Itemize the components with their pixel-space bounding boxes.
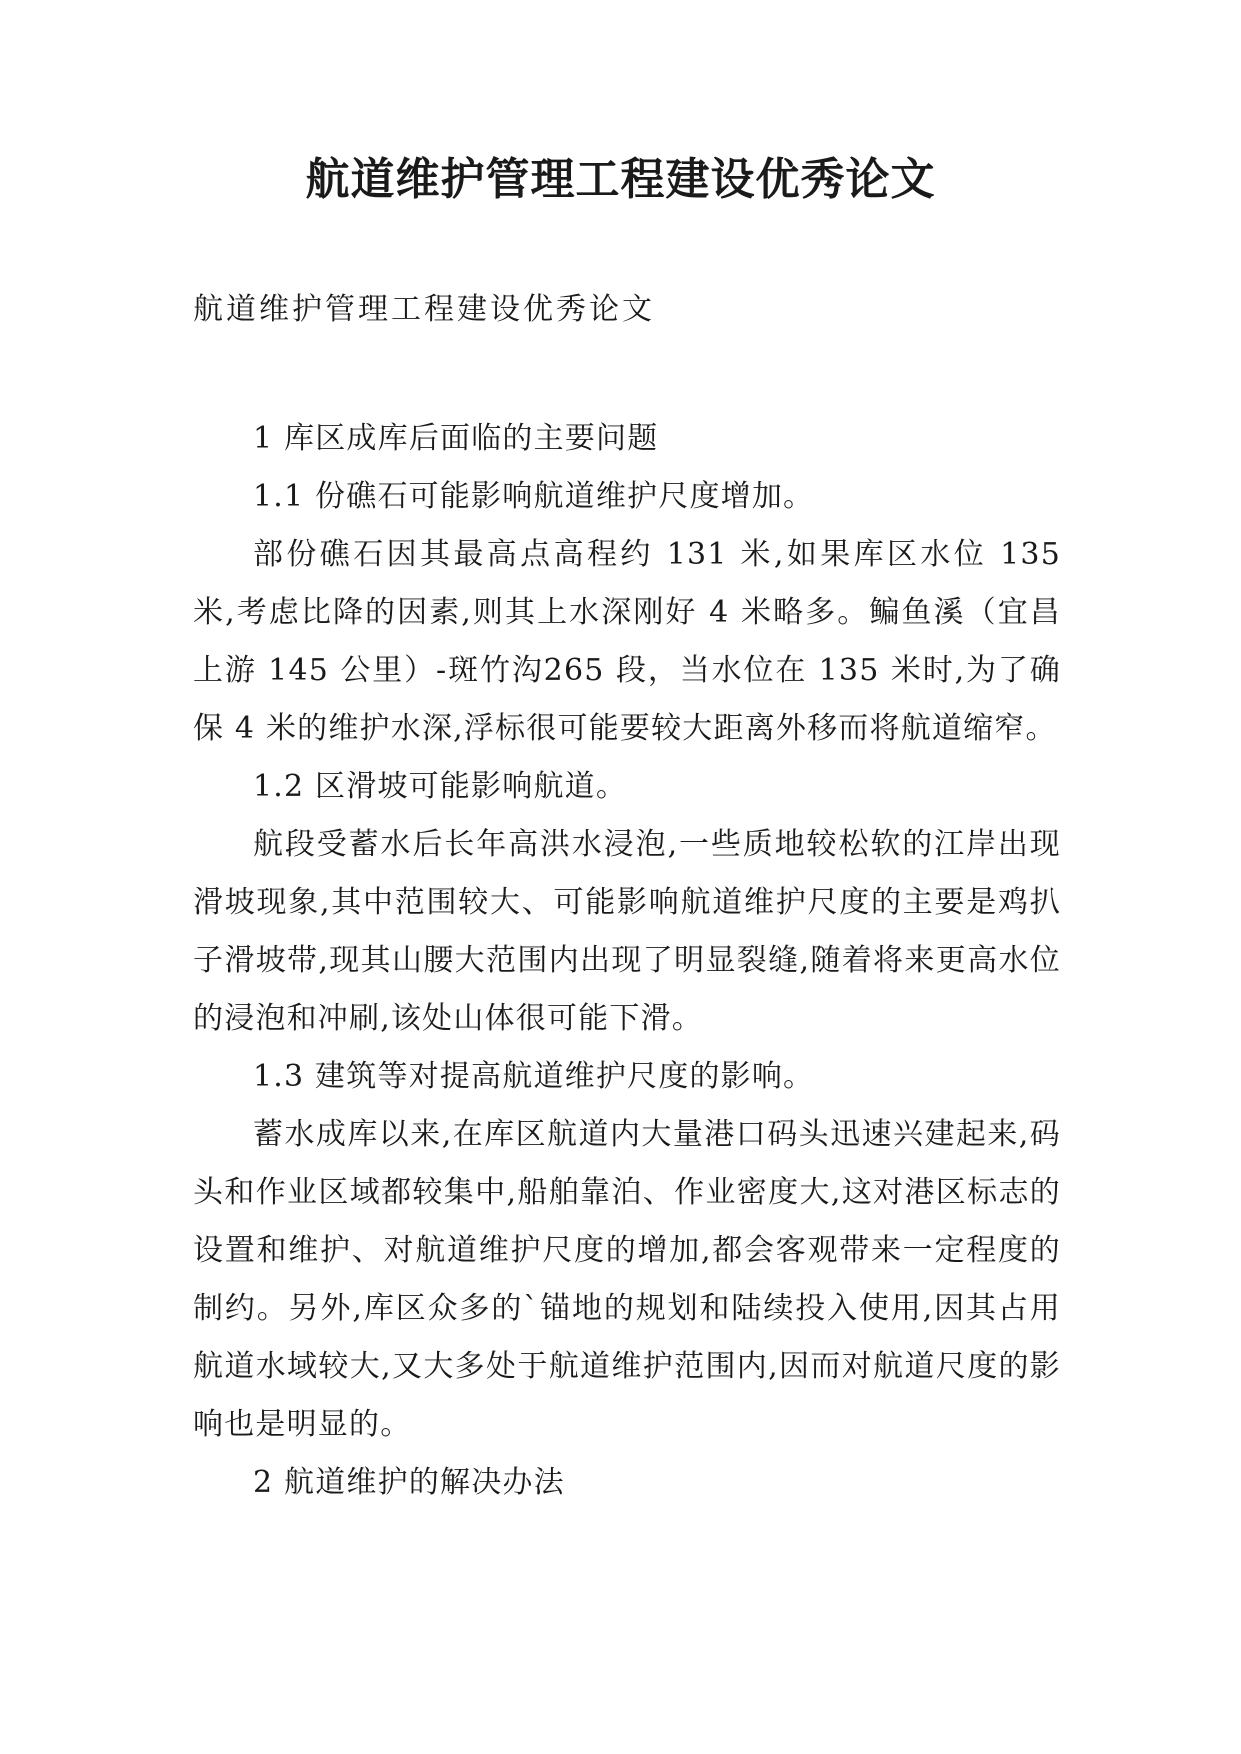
body-paragraph: 航段受蓄水后长年高洪水浸泡,一些质地较松软的江岸出现滑坡现象,其中范围较大、可能影响航道维护尺度的主要是鸡扒子滑坡带,现其山腰大范围内出现了明显裂缝,随着将来更高水位的浸泡和冲刷,该处山体很可能下滑。 <box>193 827 1061 1036</box>
subsection-heading: 1.2 区滑坡可能影响航道。 <box>253 769 628 804</box>
document-title: 航道维护管理工程建设优秀论文 <box>305 154 936 205</box>
subsection-heading: 1.1 份礁石可能影响航道维护尺度增加。 <box>253 479 815 514</box>
section-heading: 2 航道维护的解决办法 <box>253 1465 565 1500</box>
body-paragraph: 部份礁石因其最高点高程约 131 米,如果库区水位 135 米,考虑比降的因素,则其上水深刚好 4 米略多。鳊鱼溪（宜昌上游 145 公里）-斑竹沟265 段，当水位在 135 米时,为了确保 4 米的维护水深,浮标很可能要较大距离外移而将航道缩窄。 <box>193 537 1061 746</box>
section-heading: 1 库区成库后面临的主要问题 <box>253 421 659 456</box>
subsection-heading: 1.3 建筑等对提高航道维护尺度的影响。 <box>253 1059 815 1094</box>
document-body <box>193 410 1061 1512</box>
document-subtitle: 航道维护管理工程建设优秀论文 <box>193 292 655 327</box>
body-paragraph: 蓄水成库以来,在库区航道内大量港口码头迅速兴建起来,码头和作业区域都较集中,船舶靠泊、作业密度大,这对港区标志的设置和维护、对航道维护尺度的增加,都会客观带来一定程度的制约。另外,库区众多的`锚地的规划和陆续投入使用,因其占用航道水域较大,又大多处于航道维护范围内,因而对航道尺度的影响也是明显的。 <box>193 1117 1061 1442</box>
